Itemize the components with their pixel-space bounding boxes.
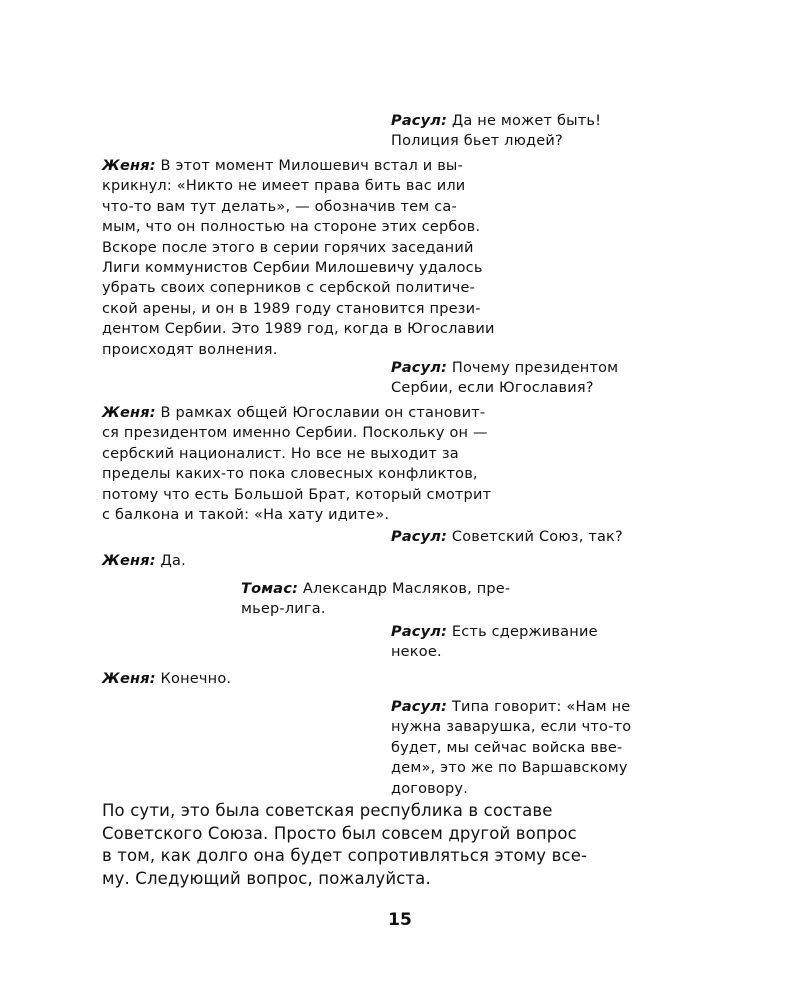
speaker-name: Женя:	[102, 553, 156, 569]
narration-line: По сути, это была советская республика в составе	[102, 801, 553, 820]
dialogue-rasul-4	[391, 622, 598, 663]
dialogue-text: Конечно.	[155, 671, 232, 687]
dialogue-text: потому что есть Большой Брат, который смотрит	[102, 486, 492, 503]
page-number: 15	[388, 910, 412, 930]
dialogue-text: Есть сдерживание	[447, 624, 598, 640]
narration-line: в том, как долго она будет сопротивляться этому все-	[102, 846, 588, 865]
dialogue-text: Да не может быть!	[447, 113, 602, 129]
dialogue-zhenya-2	[102, 403, 491, 525]
dialogue-text: происходят волнения.	[102, 341, 278, 358]
dialogue-text: сербский националист. Но все не выходит за	[102, 445, 459, 462]
dialogue-text: что-то вам тут делать», — обозначив тем са-	[102, 198, 457, 215]
dialogue-text: Да.	[155, 553, 186, 569]
dialogue-text: некое.	[391, 644, 442, 661]
dialogue-text: Александр Масляков, пре-	[298, 581, 511, 597]
dialogue-text: с балкона и такой: «На хату идите».	[102, 507, 390, 524]
dialogue-rasul-1	[391, 111, 601, 152]
dialogue-text: В этот момент Милошевич встал и вы-	[155, 158, 464, 174]
dialogue-tomas-1	[241, 579, 510, 620]
dialogue-text: крикнул: «Никто не имеет права бить вас или	[102, 178, 466, 195]
speaker-name: Расул:	[391, 529, 448, 545]
dialogue-rasul-5	[391, 697, 631, 799]
speaker-name: Расул:	[391, 113, 448, 129]
dialogue-text: убрать своих соперников с сербской политиче-	[102, 280, 476, 297]
dialogue-text: дем», это же по Варшавскому	[391, 760, 628, 777]
dialogue-text: В рамках общей Югославии он становит-	[155, 405, 486, 421]
dialogue-zhenya-4	[102, 669, 231, 689]
narration-line: Советского Союза. Просто был совсем другой вопрос	[102, 823, 577, 843]
dialogue-text: дентом Сербии. Это 1989 год, когда в Югославии	[102, 321, 495, 338]
speaker-name: Расул:	[391, 360, 448, 376]
dialogue-text: будет, мы сейчас войска вве-	[391, 739, 623, 756]
dialogue-text: Вскоре после этого в серии горячих заседаний	[102, 239, 474, 256]
dialogue-text: Сербии, если Югославия?	[391, 380, 594, 397]
dialogue-zhenya-3	[102, 551, 186, 571]
speaker-name: Женя:	[102, 671, 156, 687]
speaker-name: Томас:	[241, 581, 299, 597]
narration-paragraph	[102, 800, 587, 890]
dialogue-text: Лиги коммунистов Сербии Милошевичу удалось	[102, 260, 483, 277]
dialogue-text: мым, что он полностью на стороне этих сербов.	[102, 219, 481, 236]
dialogue-zhenya-1	[102, 156, 495, 360]
dialogue-text: Полиция бьет людей?	[391, 133, 563, 150]
dialogue-text: договору.	[391, 780, 468, 797]
speaker-name: Расул:	[391, 624, 448, 640]
dialogue-text: нужна заварушка, если что-то	[391, 719, 632, 736]
dialogue-text: Типа говорит: «Нам не	[447, 699, 631, 715]
speaker-name: Женя:	[102, 405, 156, 421]
dialogue-text: Почему президентом	[447, 360, 619, 376]
dialogue-text: ской арены, и он в 1989 году становится прези-	[102, 300, 481, 317]
dialogue-rasul-3	[391, 527, 623, 547]
dialogue-text: Советский Союз, так?	[447, 529, 623, 545]
dialogue-text: мьер-лига.	[241, 601, 326, 618]
speaker-name: Женя:	[102, 158, 156, 174]
speaker-name: Расул:	[391, 699, 448, 715]
narration-line: му. Следующий вопрос, пожалуйста.	[102, 868, 431, 888]
dialogue-rasul-2	[391, 358, 618, 399]
dialogue-text: пределы каких-то пока словесных конфликтов,	[102, 466, 478, 483]
dialogue-text: ся президентом именно Сербии. Поскольку он —	[102, 425, 488, 442]
